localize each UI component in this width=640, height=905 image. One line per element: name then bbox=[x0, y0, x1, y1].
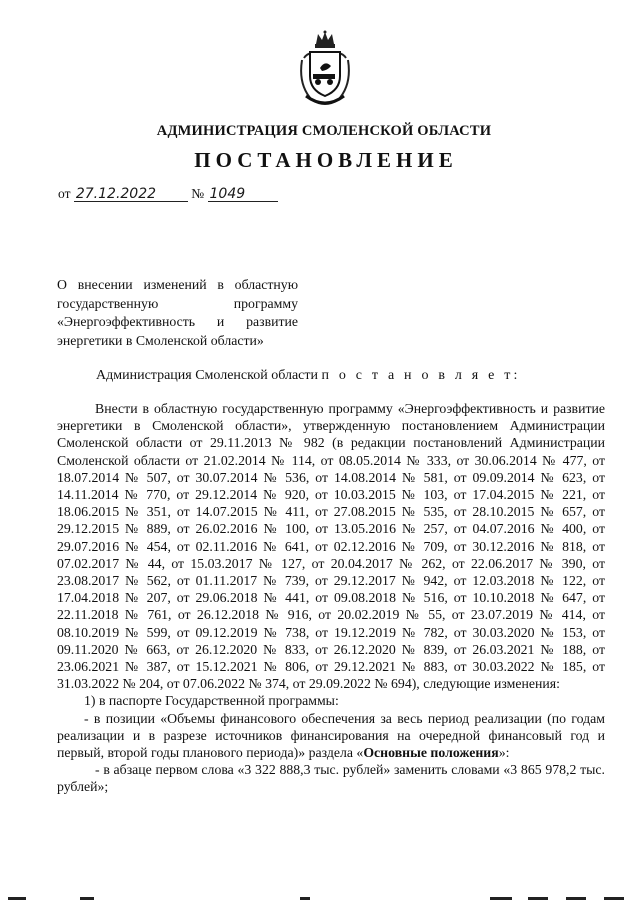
document-type: ПОСТАНОВЛЕНИЕ bbox=[194, 148, 458, 172]
decree-intro bbox=[96, 368, 521, 384]
edge-mark bbox=[80, 897, 94, 900]
date-prefix: от bbox=[58, 186, 71, 201]
item-1-position-prefix: - в позиции «Объемы финансового обеспечения за весь период реализации (по годам реализации и в разрезе источников финансирования на очередной финансовый год и первый, второй годы планового периода)» раздела « bbox=[57, 710, 605, 761]
edge-mark bbox=[8, 897, 26, 900]
document-date: 27.12.2022 bbox=[74, 187, 188, 202]
item-1: 1) в паспорте Государственной программы: bbox=[84, 693, 339, 709]
edge-mark bbox=[300, 897, 310, 900]
edge-mark bbox=[490, 897, 512, 900]
item-1-position-suffix: »: bbox=[498, 745, 510, 761]
organization-title: АДМИНИСТРАЦИЯ СМОЛЕНСКОЙ ОБЛАСТИ bbox=[156, 123, 492, 139]
document-number: 1049 bbox=[208, 187, 278, 202]
document-body bbox=[57, 400, 605, 796]
edge-mark bbox=[528, 897, 548, 900]
smolensk-coat-of-arms-icon bbox=[294, 30, 356, 108]
edge-mark bbox=[566, 897, 586, 900]
item-1-position-bold: Основные положения bbox=[363, 745, 499, 761]
main-paragraph: Внести в областную государственную программу «Энергоэффективность и развитие энергетики в Смоленской области», утвержденную постановлением Администрации Смоленской области от 29.11.2013 № 982 (в редакции постановлений Администрации Смоленской области от 21.02.2014 № 114, от 08.05.2014 № 333, от 30.06.2014 № 477, от 18.07.2014 № 507, от 30.07.2014 № 536, от 14.08.2014 № 581, от 09.09.2014 № 623, от 14.11.2014 № 770, от 29.12.2014 № 920, от 10.03.2015 № 103, от 17.04.2015 № 221, от 18.06.2015 № 351, от 14.07.2015 № 411, от 27.08.2015 № 535, от 28.10.2015 № 657, от 29.12.2015 № 889, от 26.02.2016 № 100, от 13.05.2016 № 257, от 04.07.2016 № 400, от 29.07.2016 № 454, от 02.11.2016 № 641, от 02.12.2016 № 709, от 30.12.2016 № 818, от 07.02.2017 № 44, от 15.03.2017 № 127, от 20.04.2017 № 262, от 22.06.2017 № 390, от 23.08.2017 № 562, от 01.11.2017 № 739, от 29.12.2017 № 942, от 12.03.2018 № 122, от 17.04.2018 № 207, от 29.06.2018 № 441, от 09.08.2018 № 516, от 10.10.2018 № 647, от 22.11.2018 № 761, от 26.12.2018 № 916, от 20.02.2019 № 55, от 23.07.2019 № 414, от 08.10.2019 № 599, от 09.12.2019 № 738, от 19.12.2019 № 782, от 30.03.2020 № 153, от 09.11.2020 № 663, от 26.12.2020 № 833, от 26.12.2020 № 839, от 26.03.2021 № 188, от 23.06.2021 № 387, от 15.12.2021 № 806, от 29.12.2021 № 883, от 30.03.2022 № 185, от 31.03.2022 № 204, от 07.06.2022 № 374, от 29.09.2022 № 694), следующие изменения: bbox=[57, 401, 605, 692]
decree-authority: Администрация Смоленской области bbox=[96, 368, 319, 383]
number-sign: № bbox=[191, 186, 205, 201]
page-edge-marks bbox=[0, 893, 640, 905]
date-line bbox=[58, 186, 278, 202]
item-1-change: - в абзаце первом слова «3 322 888,3 тыс. рублей» заменить словами «3 865 978,2 тыс. рублей»; bbox=[57, 762, 605, 795]
edge-mark bbox=[604, 897, 624, 900]
decree-verb: п о с т а н о в л я е т: bbox=[321, 368, 521, 383]
document-subject: О внесении изменений в областную государственную программу «Энергоэффективность и развитие энергетики в Смоленской области» bbox=[57, 277, 298, 348]
item-1-position bbox=[57, 710, 605, 762]
